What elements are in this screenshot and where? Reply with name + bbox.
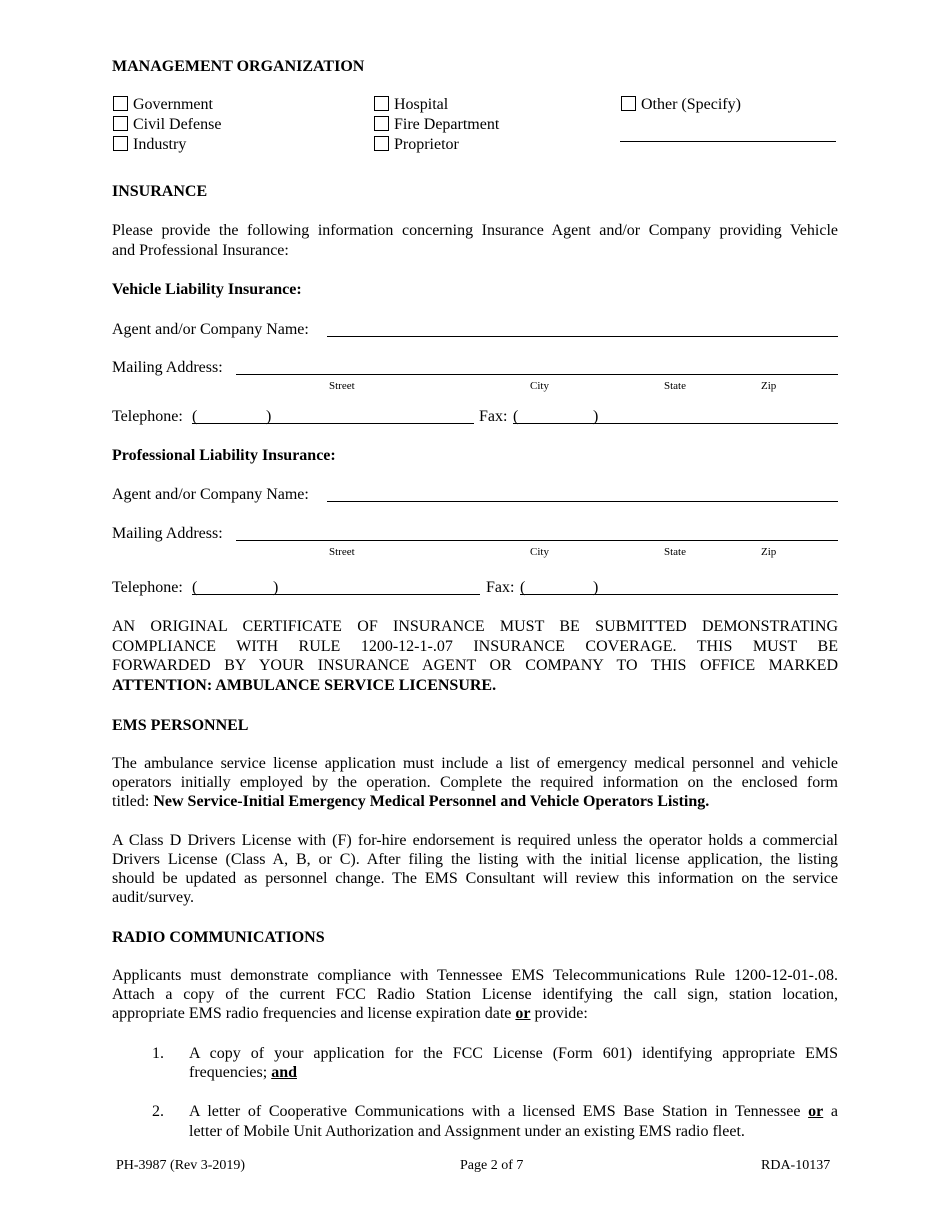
checkbox[interactable]: [113, 136, 128, 151]
city-caption: City: [530, 546, 549, 558]
vehicle-heading: Vehicle Liability Insurance:: [112, 281, 302, 298]
personnel-heading: EMS PERSONNEL: [112, 717, 249, 734]
phone-paren-open: (: [192, 579, 198, 596]
radio-item1-line1: A copy of your application for the FCC License (Form 601) identifying appropriate EMS: [189, 1045, 838, 1062]
radio-item2-line1: A letter of Cooperative Communications with a licensed EMS Base Station in Tennessee or a: [189, 1103, 838, 1120]
personnel-p2-line4: audit/survey.: [112, 889, 195, 906]
street-caption: Street: [329, 380, 355, 392]
option-civil-defense[interactable]: Civil Defense: [113, 115, 221, 135]
fax-paren-close: ): [593, 408, 599, 425]
fax-paren-close: ): [593, 579, 599, 596]
insurance-intro-line1: Please provide the following information concerning Insurance Agent and/or Company providing Vehicle: [112, 222, 838, 239]
professional-mailing-label: Mailing Address:: [112, 525, 223, 542]
professional-agent-field[interactable]: [327, 501, 838, 502]
zip-caption: Zip: [761, 380, 777, 392]
phone-paren-close: ): [273, 579, 279, 596]
state-caption: State: [664, 380, 686, 392]
vehicle-fax-label: Fax:: [479, 408, 508, 425]
option-hospital[interactable]: Hospital: [374, 95, 448, 115]
option-proprietor[interactable]: Proprietor: [374, 135, 459, 155]
notice-line3: FORWARDED BY YOUR INSURANCE AGENT OR COMPANY TO THIS OFFICE MARKED: [112, 657, 838, 674]
personnel-p1-line2: operators initially employed by the operation. Complete the required information on the enclosed form: [112, 774, 838, 791]
notice-line1: AN ORIGINAL CERTIFICATE OF INSURANCE MUST BE SUBMITTED DEMONSTRATING: [112, 618, 838, 635]
vehicle-agent-field[interactable]: [327, 336, 838, 337]
radio-item2-line2: letter of Mobile Unit Authorization and Assignment under an existing EMS radio fleet.: [189, 1123, 745, 1140]
insurance-intro-line2: and Professional Insurance:: [112, 242, 289, 259]
option-fire-department[interactable]: Fire Department: [374, 115, 499, 135]
checkbox[interactable]: [113, 116, 128, 131]
option-other[interactable]: Other (Specify): [621, 95, 741, 115]
professional-heading: Professional Liability Insurance:: [112, 447, 336, 464]
professional-telephone-field[interactable]: [192, 594, 480, 595]
phone-paren-close: ): [266, 408, 272, 425]
vehicle-telephone-label: Telephone:: [112, 408, 183, 425]
checkbox[interactable]: [374, 136, 389, 151]
radio-p-line1: Applicants must demonstrate compliance with Tennessee EMS Telecommunications Rule 1200-12-01-.08.: [112, 967, 838, 984]
state-caption: State: [664, 546, 686, 558]
radio-p-line2: Attach a copy of the current FCC Radio Station License identifying the call sign, station location,: [112, 986, 838, 1003]
personnel-p2-line2: Drivers License (Class A, B, or C). After filing the listing with the initial license application, the listing: [112, 851, 838, 868]
footer-code: RDA-10137: [761, 1158, 831, 1173]
personnel-p2-line1: A Class D Drivers License with (F) for-hire endorsement is required unless the operator holds a commercial: [112, 832, 838, 849]
management-heading: MANAGEMENT ORGANIZATION: [112, 58, 365, 75]
personnel-p1-line3: titled: New Service-Initial Emergency Medical Personnel and Vehicle Operators Listing.: [112, 793, 710, 810]
footer-page-number: Page 2 of 7: [460, 1158, 524, 1173]
radio-item1-number: 1.: [152, 1045, 164, 1062]
zip-caption: Zip: [761, 546, 777, 558]
notice-line2: COMPLIANCE WITH RULE 1200-12-1-.07 INSURANCE COVERAGE. THIS MUST BE: [112, 638, 838, 655]
checkbox[interactable]: [113, 96, 128, 111]
checkbox[interactable]: [374, 116, 389, 131]
professional-agent-label: Agent and/or Company Name:: [112, 486, 309, 503]
vehicle-fax-field[interactable]: [513, 423, 838, 424]
radio-heading: RADIO COMMUNICATIONS: [112, 929, 325, 946]
fax-paren-open: (: [520, 579, 526, 596]
professional-fax-label: Fax:: [486, 579, 515, 596]
vehicle-mailing-field[interactable]: [236, 374, 838, 375]
personnel-p1-line1: The ambulance service license application must include a list of emergency medical personnel and vehicle: [112, 755, 838, 772]
radio-item1-line2: frequencies; and: [189, 1064, 297, 1081]
checkbox[interactable]: [621, 96, 636, 111]
vehicle-mailing-label: Mailing Address:: [112, 359, 223, 376]
personnel-p2-line3: should be updated as personnel change. The EMS Consultant will review this information on the service: [112, 870, 838, 887]
phone-paren-open: (: [192, 408, 198, 425]
street-caption: Street: [329, 546, 355, 558]
other-specify-field[interactable]: [620, 141, 836, 142]
notice-bold: ATTENTION: AMBULANCE SERVICE LICENSURE.: [112, 677, 497, 694]
professional-mailing-field[interactable]: [236, 540, 838, 541]
footer-form-id: PH-3987 (Rev 3-2019): [116, 1158, 246, 1173]
radio-item2-number: 2.: [152, 1103, 164, 1120]
vehicle-agent-label: Agent and/or Company Name:: [112, 321, 309, 338]
checkbox[interactable]: [374, 96, 389, 111]
vehicle-telephone-field[interactable]: [192, 423, 474, 424]
option-industry[interactable]: Industry: [113, 135, 186, 155]
city-caption: City: [530, 380, 549, 392]
professional-telephone-label: Telephone:: [112, 579, 183, 596]
option-government[interactable]: Government: [113, 95, 213, 115]
insurance-heading: INSURANCE: [112, 183, 208, 200]
fax-paren-open: (: [513, 408, 519, 425]
professional-fax-field[interactable]: [520, 594, 838, 595]
radio-p-line3: appropriate EMS radio frequencies and license expiration date or provide:: [112, 1005, 588, 1022]
